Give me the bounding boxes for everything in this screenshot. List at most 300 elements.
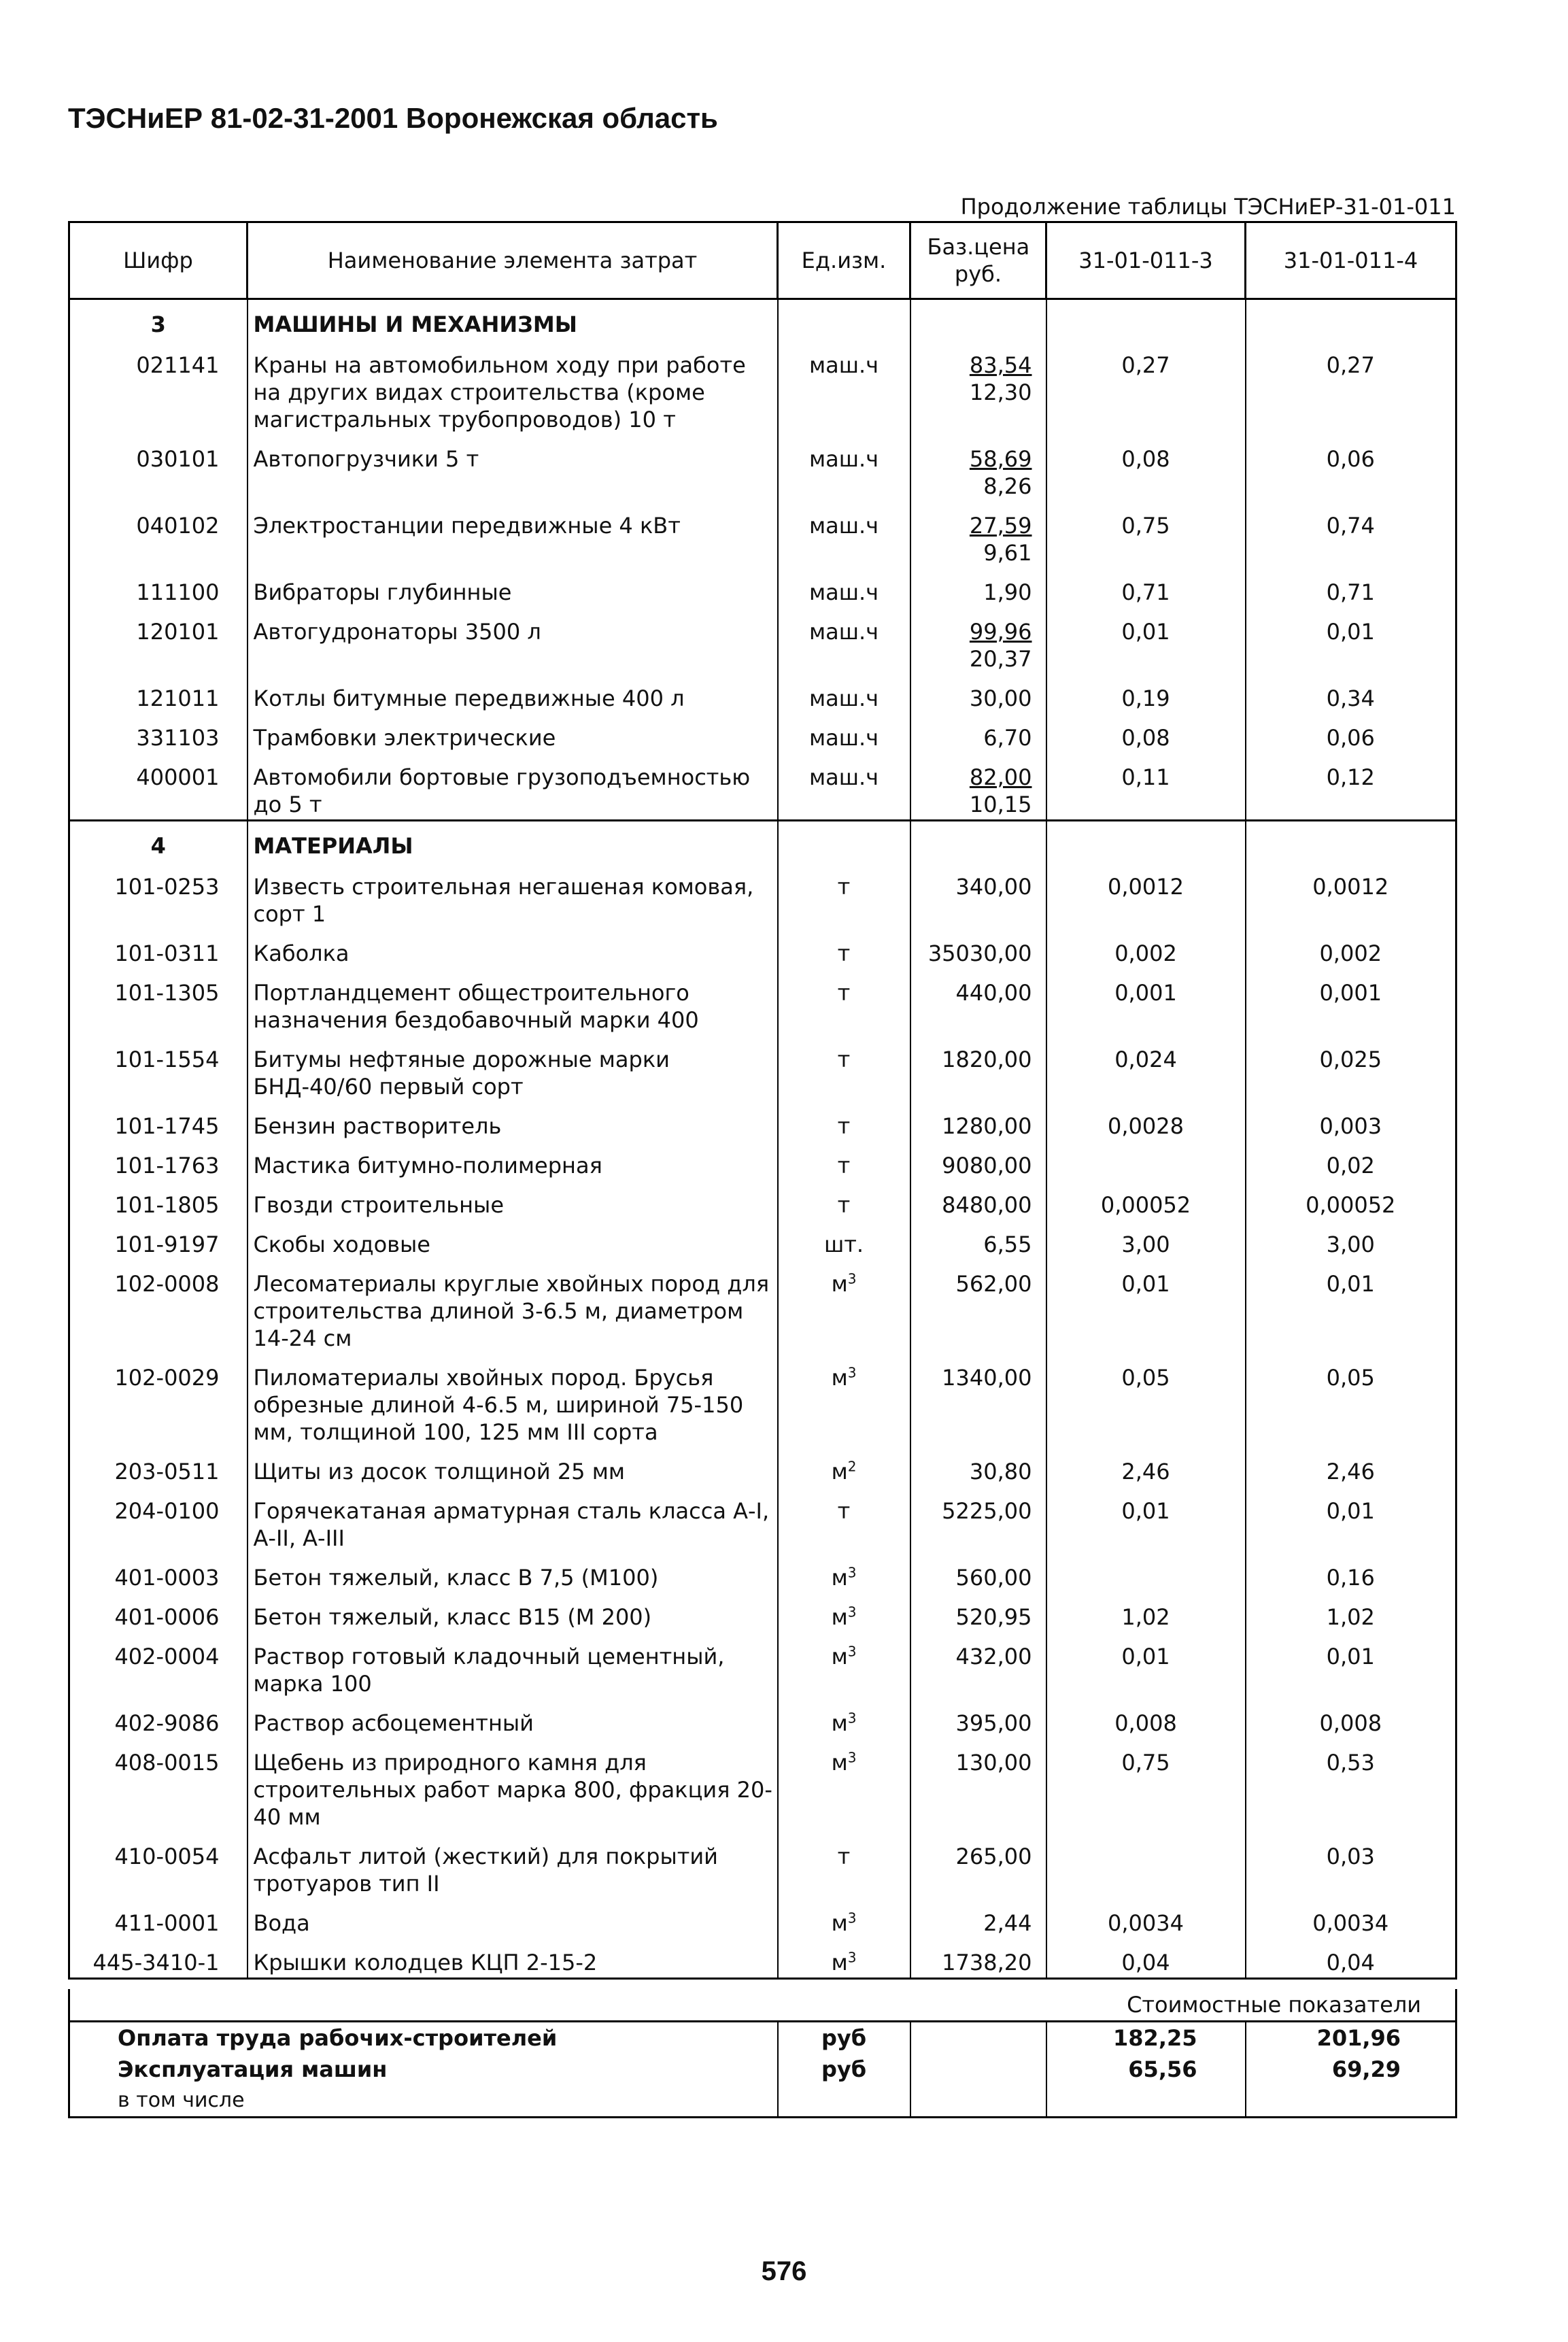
table-row	[69, 674, 1456, 713]
unit-text: т	[837, 1844, 851, 1869]
cell-v2: 0,002	[1246, 929, 1456, 968]
cell-unit	[778, 568, 910, 607]
table-row	[69, 1938, 1456, 1979]
section-empty-cell	[910, 821, 1046, 863]
table-body	[69, 299, 1456, 1979]
cell-name: Лесоматериалы круглые хвойных пород для строительства длиной 3-6.5 м, диаметром 14-24 см	[248, 1259, 778, 1353]
table-row	[69, 1353, 1456, 1447]
totals-row-unit: руб	[778, 2054, 910, 2085]
table-row	[69, 1899, 1456, 1938]
unit-exponent: 3	[847, 1710, 857, 1727]
cell-price	[910, 435, 1046, 501]
table-row	[69, 1699, 1456, 1738]
unit-exponent: 3	[847, 1564, 857, 1581]
unit-text: м	[831, 1710, 848, 1736]
cell-code: 402-9086	[69, 1699, 248, 1738]
unit-text: м	[831, 1950, 848, 1975]
cell-v1: 0,75	[1046, 1738, 1246, 1832]
unit-exponent: 2	[847, 1458, 857, 1475]
base-price: 8480,00	[942, 1192, 1032, 1218]
base-price: 2,44	[983, 1910, 1032, 1936]
cell-unit	[778, 753, 910, 821]
cell-name: Щиты из досок толщиной 25 мм	[248, 1447, 778, 1487]
cell-v2: 0,27	[1246, 341, 1456, 435]
unit-text: маш.ч	[808, 352, 879, 378]
table-row	[69, 1102, 1456, 1141]
cell-v2: 0,01	[1246, 1487, 1456, 1553]
unit-text: шт.	[823, 1232, 864, 1257]
cell-price	[910, 1553, 1046, 1593]
cell-code: 121011	[69, 674, 248, 713]
unit-exponent: 3	[847, 1603, 857, 1620]
cell-v1: 0,08	[1046, 435, 1246, 501]
totals-sub-row	[69, 2085, 1456, 2118]
cell-price	[910, 1738, 1046, 1832]
unit-text: маш.ч	[808, 513, 879, 539]
cell-unit	[778, 929, 910, 968]
unit-text: т	[837, 940, 851, 966]
base-price: 432,00	[955, 1644, 1032, 1669]
cell-name: Бетон тяжелый, класс В15 (М 200)	[248, 1593, 778, 1632]
cell-name: Бетон тяжелый, класс В 7,5 (М100)	[248, 1553, 778, 1593]
cell-v2: 0,01	[1246, 607, 1456, 674]
cell-name: Котлы битумные передвижные 400 л	[248, 674, 778, 713]
section-empty-cell	[1246, 821, 1456, 863]
unit-text: м	[831, 1750, 848, 1776]
cell-code: 030101	[69, 435, 248, 501]
cell-unit	[778, 607, 910, 674]
base-price: 560,00	[955, 1565, 1032, 1591]
cell-v1: 0,01	[1046, 607, 1246, 674]
base-price: 5225,00	[942, 1498, 1032, 1524]
base-price: 1738,20	[942, 1950, 1032, 1975]
cell-code: 120101	[69, 607, 248, 674]
cell-unit	[778, 1938, 910, 1979]
cell-v2: 0,06	[1246, 435, 1456, 501]
section-empty-cell	[1046, 821, 1246, 863]
cell-v1: 0,001	[1046, 968, 1246, 1035]
cell-unit	[778, 1102, 910, 1141]
cell-v2: 0,0012	[1246, 862, 1456, 929]
cell-unit	[778, 1832, 910, 1899]
cell-price	[910, 1181, 1046, 1220]
cell-v1: 0,0028	[1046, 1102, 1246, 1141]
table-row	[69, 568, 1456, 607]
cell-v2: 0,16	[1246, 1553, 1456, 1593]
base-price: 562,00	[955, 1271, 1032, 1297]
cell-price	[910, 713, 1046, 753]
section-empty-cell	[910, 299, 1046, 341]
unit-text: маш.ч	[808, 685, 879, 711]
cell-v2: 0,00052	[1246, 1181, 1456, 1220]
page-number: 576	[761, 2256, 807, 2286]
cell-v2: 0,12	[1246, 753, 1456, 821]
cell-unit	[778, 1220, 910, 1259]
unit-text: т	[837, 980, 851, 1006]
cell-v1: 0,19	[1046, 674, 1246, 713]
cell-v1	[1046, 1141, 1246, 1181]
section-row	[69, 821, 1456, 863]
base-price: 99,96	[969, 619, 1032, 645]
cell-v1: 0,05	[1046, 1353, 1246, 1447]
cell-name: Раствор готовый кладочный цементный, марка 100	[248, 1632, 778, 1699]
cell-name: Горячекатаная арматурная сталь класса А-I, А-II, А-III	[248, 1487, 778, 1553]
cell-code: 331103	[69, 713, 248, 753]
cell-price	[910, 1141, 1046, 1181]
base-price: 1280,00	[942, 1113, 1032, 1139]
cell-v2: 0,02	[1246, 1141, 1456, 1181]
base-price: 9080,00	[942, 1153, 1032, 1178]
cell-name: Битумы нефтяные дорожные марки БНД-40/60 первый сорт	[248, 1035, 778, 1102]
cell-v1: 0,0012	[1046, 862, 1246, 929]
table-row	[69, 1593, 1456, 1632]
table-row	[69, 1035, 1456, 1102]
table-row	[69, 1220, 1456, 1259]
cell-unit	[778, 1259, 910, 1353]
table-row	[69, 1259, 1456, 1353]
cell-unit	[778, 713, 910, 753]
cell-code: 101-1805	[69, 1181, 248, 1220]
cell-unit	[778, 1447, 910, 1487]
totals-row-v1: 182,25	[1046, 2022, 1246, 2054]
cell-v1: 1,02	[1046, 1593, 1246, 1632]
cell-v1	[1046, 1553, 1246, 1593]
unit-text: т	[837, 1192, 851, 1218]
table-row	[69, 713, 1456, 753]
table-row	[69, 1553, 1456, 1593]
section-empty-cell	[1246, 299, 1456, 341]
cell-v1: 0,01	[1046, 1632, 1246, 1699]
cell-name: Автогудронаторы 3500 л	[248, 607, 778, 674]
unit-exponent: 3	[847, 1910, 857, 1927]
cell-v2: 0,01	[1246, 1259, 1456, 1353]
unit-text: т	[837, 1153, 851, 1178]
cell-code: 101-0253	[69, 862, 248, 929]
cell-code: 101-9197	[69, 1220, 248, 1259]
cell-price	[910, 1487, 1046, 1553]
unit-exponent: 3	[847, 1643, 857, 1660]
cell-code: 102-0008	[69, 1259, 248, 1353]
base-price: 265,00	[955, 1844, 1032, 1869]
unit-text: м	[831, 1910, 848, 1936]
table-row	[69, 929, 1456, 968]
table-continuation-note: Продолжение таблицы ТЭСНиЕР-31-01-011	[960, 194, 1456, 220]
cell-v2: 0,53	[1246, 1738, 1456, 1832]
cell-price	[910, 1102, 1046, 1141]
cell-v2: 2,46	[1246, 1447, 1456, 1487]
table-row	[69, 968, 1456, 1035]
base-price: 6,55	[983, 1232, 1032, 1257]
cell-price	[910, 1899, 1046, 1938]
cell-v1	[1046, 1832, 1246, 1899]
cell-price	[910, 1832, 1046, 1899]
cell-v1: 0,11	[1046, 753, 1246, 821]
unit-text: м	[831, 1644, 848, 1669]
cell-name: Скобы ходовые	[248, 1220, 778, 1259]
table-row	[69, 341, 1456, 435]
base-price: 27,59	[969, 513, 1032, 539]
section-row	[69, 299, 1456, 341]
col-header-price-label: Баз.цена руб.	[927, 234, 1030, 287]
cell-v1: 0,01	[1046, 1487, 1246, 1553]
totals-sub-unit	[778, 2085, 910, 2118]
cell-name: Автопогрузчики 5 т	[248, 435, 778, 501]
cell-price	[910, 862, 1046, 929]
cell-name: Вода	[248, 1899, 778, 1938]
cell-v1: 2,46	[1046, 1447, 1246, 1487]
cell-v2: 0,003	[1246, 1102, 1456, 1141]
cost-indicators-table	[68, 1989, 1457, 2118]
totals-row-v2: 69,29	[1246, 2054, 1456, 2085]
cell-price	[910, 341, 1046, 435]
cell-v1: 0,0034	[1046, 1899, 1246, 1938]
cell-v2: 1,02	[1246, 1593, 1456, 1632]
cell-unit	[778, 1738, 910, 1832]
cell-v1: 0,008	[1046, 1699, 1246, 1738]
cell-code: 445-3410-1	[69, 1938, 248, 1979]
cell-name: Пиломатериалы хвойных пород. Брусья обрезные длиной 4-6.5 м, шириной 75-150 мм, толщиной 100, 125 мм III сорта	[248, 1353, 778, 1447]
cell-name: Электростанции передвижные 4 кВт	[248, 501, 778, 568]
cell-price	[910, 929, 1046, 968]
table-row	[69, 1141, 1456, 1181]
cell-price	[910, 968, 1046, 1035]
cell-price	[910, 1699, 1046, 1738]
table-row	[69, 862, 1456, 929]
cell-code: 402-0004	[69, 1632, 248, 1699]
cell-unit	[778, 674, 910, 713]
table-row	[69, 607, 1456, 674]
col-header-v2: 31-01-011-4	[1246, 222, 1456, 299]
cell-name: Крышки колодцев КЦП 2-15-2	[248, 1938, 778, 1979]
unit-text: маш.ч	[808, 725, 879, 751]
section-title: МАШИНЫ И МЕХАНИЗМЫ	[248, 299, 778, 341]
cell-price	[910, 1447, 1046, 1487]
cell-unit	[778, 1899, 910, 1938]
cell-unit	[778, 1553, 910, 1593]
unit-text: маш.ч	[808, 446, 879, 472]
cell-v2: 0,01	[1246, 1632, 1456, 1699]
cell-name: Щебень из природного камня для строительных работ марка 800, фракция 20-40 мм	[248, 1738, 778, 1832]
table-row	[69, 1632, 1456, 1699]
cell-unit	[778, 1632, 910, 1699]
cell-code: 101-1305	[69, 968, 248, 1035]
cell-price	[910, 674, 1046, 713]
cell-v2: 0,0034	[1246, 1899, 1456, 1938]
cell-v1: 0,75	[1046, 501, 1246, 568]
operator-wage-price: 10,15	[969, 792, 1032, 817]
unit-exponent: 3	[847, 1270, 857, 1287]
cell-name: Трамбовки электрические	[248, 713, 778, 753]
base-price: 440,00	[955, 980, 1032, 1006]
unit-text: маш.ч	[808, 579, 879, 605]
cell-unit	[778, 1035, 910, 1102]
table-header-row	[69, 222, 1456, 299]
base-price: 83,54	[969, 352, 1032, 378]
cell-unit	[778, 341, 910, 435]
cell-code: 021141	[69, 341, 248, 435]
col-header-unit: Ед.изм.	[778, 222, 910, 299]
table-row	[69, 1181, 1456, 1220]
cell-unit	[778, 1181, 910, 1220]
cell-unit	[778, 501, 910, 568]
cell-name: Асфальт литой (жесткий) для покрытий тротуаров тип II	[248, 1832, 778, 1899]
cell-v2: 0,06	[1246, 713, 1456, 753]
unit-text: м	[831, 1365, 848, 1391]
cost-elements-table	[68, 221, 1457, 1980]
cell-name: Автомобили бортовые грузоподъемностью до 5 т	[248, 753, 778, 821]
cell-code: 400001	[69, 753, 248, 821]
cell-code: 101-0311	[69, 929, 248, 968]
cell-name: Вибраторы глубинные	[248, 568, 778, 607]
section-number: 3	[69, 299, 248, 341]
totals-sub-label: в том числе	[69, 2085, 778, 2118]
cell-name: Известь строительная негашеная комовая, сорт 1	[248, 862, 778, 929]
cell-v1: 0,04	[1046, 1938, 1246, 1979]
cell-unit	[778, 1141, 910, 1181]
cell-v2: 0,05	[1246, 1353, 1456, 1447]
cell-price	[910, 753, 1046, 821]
cell-unit	[778, 1593, 910, 1632]
cell-code: 101-1763	[69, 1141, 248, 1181]
unit-text: м	[831, 1459, 848, 1484]
cell-unit	[778, 435, 910, 501]
totals-row-label: Оплата труда рабочих-строителей	[69, 2022, 778, 2054]
unit-text: м	[831, 1271, 848, 1297]
cell-unit	[778, 968, 910, 1035]
cell-v1: 3,00	[1046, 1220, 1246, 1259]
cell-unit	[778, 1487, 910, 1553]
cell-code: 101-1745	[69, 1102, 248, 1141]
cell-v1: 0,002	[1046, 929, 1246, 968]
section-number: 4	[69, 821, 248, 863]
base-price: 520,95	[955, 1604, 1032, 1630]
cell-name: Мастика битумно-полимерная	[248, 1141, 778, 1181]
col-header-code: Шифр	[69, 222, 248, 299]
unit-text: м	[831, 1565, 848, 1591]
cell-v2: 0,008	[1246, 1699, 1456, 1738]
cell-code: 102-0029	[69, 1353, 248, 1447]
base-price: 395,00	[955, 1710, 1032, 1736]
base-price: 58,69	[969, 446, 1032, 472]
operator-wage-price: 8,26	[983, 473, 1032, 499]
cell-price	[910, 1220, 1046, 1259]
operator-wage-price: 9,61	[983, 540, 1032, 566]
cell-unit	[778, 862, 910, 929]
unit-exponent: 3	[847, 1749, 857, 1766]
section-empty-cell	[1046, 299, 1246, 341]
cell-code: 040102	[69, 501, 248, 568]
cell-price	[910, 1353, 1046, 1447]
base-price: 1820,00	[942, 1047, 1032, 1072]
section-empty-cell	[778, 821, 910, 863]
cell-v2: 0,025	[1246, 1035, 1456, 1102]
cell-v2: 0,34	[1246, 674, 1456, 713]
cell-price	[910, 501, 1046, 568]
cell-code: 401-0003	[69, 1553, 248, 1593]
unit-exponent: 3	[847, 1949, 857, 1966]
col-header-name: Наименование элемента затрат	[248, 222, 778, 299]
cell-price	[910, 1632, 1046, 1699]
cell-price	[910, 1259, 1046, 1353]
cell-code: 401-0006	[69, 1593, 248, 1632]
section-empty-cell	[778, 299, 910, 341]
cell-v2: 0,03	[1246, 1832, 1456, 1899]
cell-price	[910, 568, 1046, 607]
base-price: 35030,00	[927, 940, 1032, 966]
table-row	[69, 753, 1456, 821]
totals-sub-v2	[1246, 2085, 1456, 2118]
cell-name: Каболка	[248, 929, 778, 968]
cell-unit	[778, 1699, 910, 1738]
unit-text: м	[831, 1604, 848, 1630]
unit-exponent: 3	[847, 1364, 857, 1381]
cell-v2: 0,001	[1246, 968, 1456, 1035]
totals-row-label: Эксплуатация машин	[69, 2054, 778, 2085]
cell-code: 203-0511	[69, 1447, 248, 1487]
col-header-v1: 31-01-011-3	[1046, 222, 1246, 299]
cell-price	[910, 1035, 1046, 1102]
cell-v2: 0,74	[1246, 501, 1456, 568]
table-row	[69, 1447, 1456, 1487]
unit-text: т	[837, 1498, 851, 1524]
base-price: 82,00	[969, 764, 1032, 790]
table-row	[69, 501, 1456, 568]
table-row	[69, 1832, 1456, 1899]
cell-name: Бензин растворитель	[248, 1102, 778, 1141]
base-price: 1,90	[983, 579, 1032, 605]
totals-row-v1: 65,56	[1046, 2054, 1246, 2085]
base-price: 340,00	[955, 874, 1032, 900]
totals-sub-v1	[1046, 2085, 1246, 2118]
cell-price	[910, 1593, 1046, 1632]
cell-code: 408-0015	[69, 1738, 248, 1832]
totals-row	[69, 2022, 1456, 2054]
base-price: 1340,00	[942, 1365, 1032, 1391]
cost-indicators-caption: Стоимостные показатели	[69, 1989, 1456, 2022]
cell-v1: 0,01	[1046, 1259, 1246, 1353]
unit-text: маш.ч	[808, 764, 879, 790]
operator-wage-price: 12,30	[969, 379, 1032, 405]
totals-row-unit: руб	[778, 2022, 910, 2054]
cell-code: 111100	[69, 568, 248, 607]
totals-row-price	[910, 2022, 1046, 2054]
base-price: 30,80	[969, 1459, 1032, 1484]
table-row	[69, 435, 1456, 501]
operator-wage-price: 20,37	[969, 646, 1032, 672]
unit-text: маш.ч	[808, 619, 879, 645]
cell-v1: 0,27	[1046, 341, 1246, 435]
cell-name: Краны на автомобильном ходу при работе на других видах строительства (кроме магистральных трубопроводов) 10 т	[248, 341, 778, 435]
table-row	[69, 1487, 1456, 1553]
cell-v1: 0,08	[1046, 713, 1246, 753]
cell-code: 101-1554	[69, 1035, 248, 1102]
base-price: 30,00	[969, 685, 1032, 711]
totals-row-price	[910, 2054, 1046, 2085]
cell-v1: 0,024	[1046, 1035, 1246, 1102]
cell-v2: 0,71	[1246, 568, 1456, 607]
table-row	[69, 1738, 1456, 1832]
cell-v2: 3,00	[1246, 1220, 1456, 1259]
cell-name: Гвозди строительные	[248, 1181, 778, 1220]
cell-code: 411-0001	[69, 1899, 248, 1938]
totals-row	[69, 2054, 1456, 2085]
col-header-price	[910, 222, 1046, 299]
cell-code: 204-0100	[69, 1487, 248, 1553]
base-price: 6,70	[983, 725, 1032, 751]
cell-name: Раствор асбоцементный	[248, 1699, 778, 1738]
cell-v1: 0,71	[1046, 568, 1246, 607]
unit-text: т	[837, 1047, 851, 1072]
